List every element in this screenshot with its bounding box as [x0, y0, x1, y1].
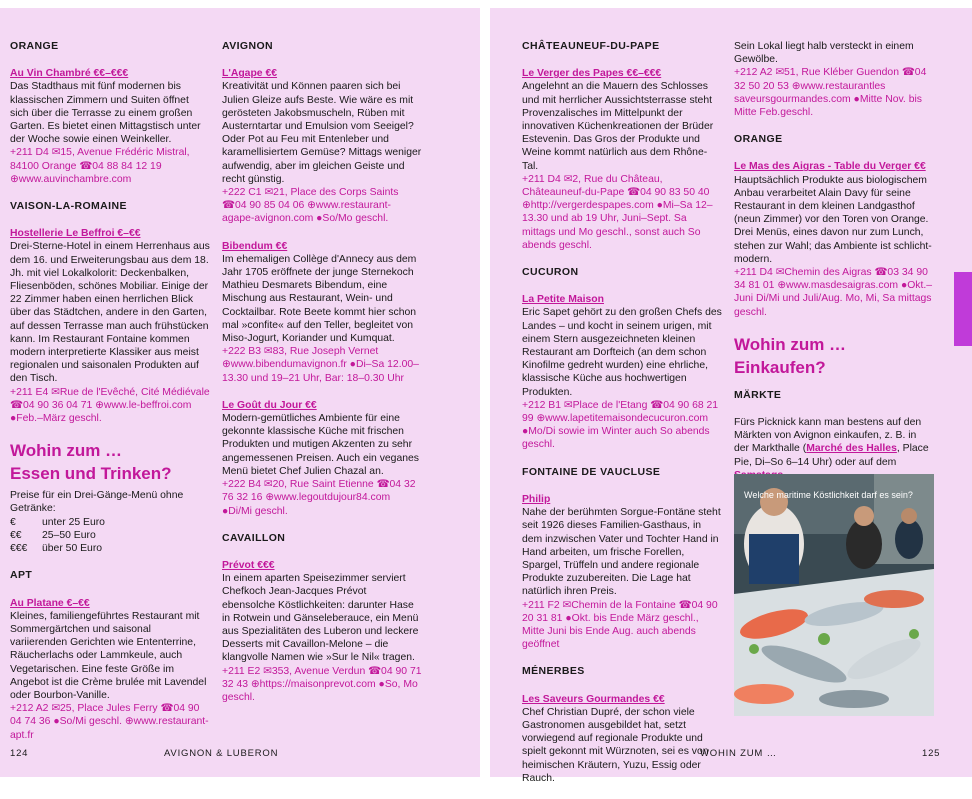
entry-au-vin-chambre: [10, 67, 210, 186]
entry-le-mas-des-aigras: [734, 160, 934, 318]
entry-philip: [522, 493, 722, 651]
section-heading-fontaine: FONTAINE DE VAUCLUSE: [522, 465, 661, 478]
entry-name[interactable]: Le Mas des Aigras - Table du Verger €€: [734, 161, 926, 173]
entry-hostellerie-le-beffroi: [10, 227, 210, 425]
entry-name[interactable]: Le Verger des Papes €€–€€€: [522, 68, 662, 80]
fish-market-photo: [734, 474, 934, 716]
entry-description: Kleines, familiengeführtes Restaurant mit Sommergärtchen und saisonal variierenden Gerichten wie Ententerrine, Räucherlachs oder Lammkeule, auch Vegetarischen. Eine feste Größe im Angebot ist die Crème brulée mit Lavendel oder Bourbon-Vanille.: [10, 610, 207, 701]
price-row: [10, 542, 210, 555]
entry-description: Chef Christian Dupré, der schon viele Gastronomen ausgebildet hat, setzt vorwiegend auf regionale Produkte und spielt gekonnt mit Würznoten, sei es von heimischen Kräutern, Yuzu, Essig oder Rauch.: [522, 706, 709, 784]
einkaufen-title-line2: Einkaufen?: [734, 357, 826, 377]
section-heading-vaison: VAISON-LA-ROMAINE: [10, 200, 127, 213]
footer-page-number-left: 124: [10, 748, 29, 759]
photo-caption: Welche maritime Köstlichkeit darf es sein?: [744, 490, 913, 500]
footer-chapter-title-right: WOHIN ZUM …: [700, 748, 777, 759]
section-heading-cavaillon: CAVAILLON: [222, 531, 286, 544]
marche-des-halles-link[interactable]: Marché des Halles: [806, 443, 897, 455]
price-row: [10, 529, 210, 542]
left-column-1: [10, 40, 210, 756]
maerkte-text: [734, 416, 934, 482]
fish-market-illustration: [734, 474, 934, 716]
entry-name[interactable]: Prévot €€€: [222, 559, 275, 571]
price-text: über 50 Euro: [42, 543, 103, 555]
price-intro: Preise für ein Drei-Gänge-Menü ohne Getränke:: [10, 490, 184, 515]
entry-la-petite-maison: [522, 293, 722, 451]
section-heading-maerkte: MÄRKTE: [734, 388, 782, 401]
entry-info: +211 D4 ✉2, Rue du Château, Châteauneuf-du-Pape ☎04 90 83 50 40 ⊕http://vergerdespapes.com ●Mi–Sa 12–13.30 und ab 19 Uhr, Juni–Sept. Sa mittags und Mo geschl., sonst auch So abends geschl.: [522, 173, 713, 251]
entry-info: +212 B1 ✉Place de l'Etang ☎04 90 68 21 99 ⊕www.lapetitemaisondecucuron.com ●Mo/Di sowie im Winter auch So abends geschl.: [522, 399, 719, 451]
price-row: [10, 516, 210, 529]
left-column-2: [222, 40, 422, 718]
entry-name[interactable]: Bibendum €€: [222, 240, 288, 252]
entry-name[interactable]: Au Vin Chambré €€–€€€: [10, 68, 129, 80]
entry-info: +222 B4 ✉20, Rue Saint Etienne ☎04 32 76 32 16 ⊕www.legoutdujour84.com ●Di/Mi geschl.: [222, 479, 416, 517]
entry-description: Drei-Sterne-Hotel in einem Herrenhaus aus dem 16. und Erweiterungsbau aus dem 18. Jh. mit viel Lokalkolorit: Deckenbalken, Fliesenböden, schönes Mobiliar. Einige der 22 Zimmer haben einen herrlichen Blick über das Städtchen, andere in den Garten, auf dessen Terrasse man auch frühstücken kann. Im Restaurant Fontaine kommen modern interpretierte Klassiker aus meist regionalen und saisonalen Produkten auf den Tisch.: [10, 241, 210, 385]
section-heading-chateauneuf: CHÂTEAUNEUF-DU-PAPE: [522, 40, 660, 52]
entry-name[interactable]: Les Saveurs Gourmandes €€: [522, 693, 665, 705]
entry-info: +212 A2 ✉25, Place Jules Ferry ☎04 90 04 74 36 ●So/Mi geschl. ⊕www.restaurant-apt.fr: [10, 703, 209, 741]
price-symbol: €€: [10, 529, 22, 541]
chapter-tab-marker: [954, 272, 972, 346]
price-text: 25–50 Euro: [42, 529, 96, 541]
essen-title-line2: Essen und Trinken?: [10, 464, 172, 484]
price-symbol: €: [10, 516, 16, 528]
section-heading-apt: APT: [10, 569, 33, 582]
right-column-1: [522, 40, 722, 799]
entry-description: Im ehemaligen Collège d'Annecy aus dem Jahr 1705 eröffnete der junge Sternekoch Mathieu Desmarets Bibendum, eine Mischung aus Restaurant, Wein- und Cocktailbar. Rote Beete kommt hier schon mal »confite« auf den Teller, begleitet von Miso-Jogurt, Koriander und Kumquat.: [222, 253, 417, 345]
maerkte-text-start: Fürs Picknick kann man bestens auf den Märkten von Avignon einkaufen, z. B. in der Markthalle (: [734, 417, 922, 455]
entry-info: +222 B3 ✉83, Rue Joseph Vernet ⊕www.bibendumavignon.fr ●Di–Sa 12.00–13.30 und 19–21 Uhr, Bar: 18–0.30 Uhr: [222, 346, 419, 384]
section-heading-menerbes: MÉNERBES: [522, 665, 585, 678]
entry-name[interactable]: Hostellerie Le Beffroi €–€€: [10, 228, 141, 240]
entry-name[interactable]: Au Platane €–€€: [10, 597, 90, 609]
entry-description-continued: Sein Lokal liegt halb versteckt in einem Gewölbe.: [734, 41, 914, 66]
einkaufen-title-line1: Wohin zum …: [734, 334, 847, 354]
entry-info: +211 D4 ✉Chemin des Aigras ☎03 34 90 34 81 01 ⊕www.masdesaigras.com ●Okt.–Juni Di/Mi und Juli/Aug. Mo, Mi, Sa mittags geschl.: [734, 267, 933, 318]
left-page: [0, 8, 480, 777]
entry-description: Das Stadthaus mit fünf modernen bis klassischen Zimmern und Suiten öffnet sich über die Terrasse zu einem großen Garten. Es bietet einen Mittagstisch unter der Woche sowie einen Weinkeller.: [10, 81, 201, 146]
section-heading-orange: ORANGE: [10, 40, 59, 52]
entry-description: In einem aparten Speisezimmer serviert Chefkoch Jean-Jacques Prévot ebensolche Köstlichkeiten: darunter Hase in Rotwein und Gänseleberauce, ein Menü aus Spezialitäten des Luberon und leckere Desserts mit Cavaillon-Melone – die klangvolle Namen wie »Sur le Nil« tragen.: [222, 573, 419, 664]
price-text: unter 25 Euro: [42, 516, 105, 528]
entry-description: Eric Sapet gehört zu den großen Chefs des Landes – und kocht in seinem urigen, mit einem Stern ausgezeichneten kleinen Restaurant am Dorfteich (an dem schon Kinofilme gedreht wurden) eine ehrliche, klassische Küche aus hochwertigen Produkten.: [522, 307, 722, 398]
entry-info: +211 E2 ✉353, Avenue Verdun ☎04 90 71 32 43 ⊕https://maisonprevot.com ●So, Mo geschl.: [222, 665, 422, 703]
entry-description: Modern-gemütliches Ambiente für eine gekonnte klassische Küche mit frischen Produkten und mutigen Akzenten zu sehr angemessenen Preisen. Auch ein veganes Menü bietet Chef Julien Chazal an.: [222, 413, 419, 477]
entry-le-gout-du-jour: [222, 399, 422, 518]
entry-name[interactable]: Philip: [522, 493, 551, 505]
footer-page-number-right: 125: [922, 748, 941, 759]
entry-le-verger-des-papes: [522, 67, 722, 252]
entry-info: +211 F2 ✉Chemin de la Fontaine ☎04 90 20 31 81 ●Okt. bis Ende März geschl., Mitte Juni bis Ende Aug. auch abends geöffnet: [522, 599, 718, 651]
entry-description: Kreativität und Können paaren sich bei Julien Gleize aufs Beste. Wie wäre es mit gerösteten Jakobsmuscheln, Rüben mit Austerntartar und Emulsion vom Seeigel? Oder Pot au Feu mit Entenleber und karamellisiertem Gemüse? Mittags weniger aufwendig, aber im gleichen Geiste und recht günstig.: [222, 81, 422, 185]
entry-info: +222 C1 ✉21, Place des Corps Saints ☎04 90 85 04 06 ⊕www.restaurant-agape-avignon.com ●So/Mo geschl.: [222, 187, 399, 225]
essen-section-title: [10, 439, 210, 485]
maerkte-text-middle: , Place Pie, Di–So 6–14 Uhr) oder auf dem: [734, 443, 929, 468]
entry-les-saveurs-gourmandes: [522, 693, 722, 785]
entry-name[interactable]: La Petite Maison: [522, 294, 604, 306]
right-column-2: [734, 40, 934, 482]
entry-info: +211 D4 ✉15, Avenue Frédéric Mistral, 84100 Orange ☎04 88 84 12 19 ⊕www.auvinchambre.com: [10, 147, 190, 185]
entry-bibendum: [222, 240, 422, 385]
essen-title-line1: Wohin zum …: [10, 441, 123, 461]
entry-lagape: [222, 67, 422, 225]
section-heading-avignon: AVIGNON: [222, 40, 274, 52]
entry-name[interactable]: Le Goût du Jour €€: [222, 399, 317, 411]
entry-info: +211 E4 ✉Rue de l'Evêché, Cité Médiévale ☎04 90 36 04 71 ⊕www.le-beffroi.com ●Feb.–März geschl.: [10, 386, 210, 425]
entry-name[interactable]: L'Agape €€: [222, 68, 278, 80]
footer-chapter-title-left: AVIGNON & LUBERON: [164, 748, 279, 759]
price-symbol: €€€: [10, 543, 28, 555]
section-heading-cucuron: CUCURON: [522, 266, 579, 279]
entry-prevot: [222, 559, 422, 704]
entry-description: Nahe der berühmten Sorgue-Fontäne steht seit 1926 dieses Familien-Gasthaus, in dem inzwischen Vater und Tochter Hand in Hand arbeiten, um frische Forellen, Spargel, Trüffeln und andere regionale Produkte zuzubereiten. Die Lage hat natürlich ihren Preis.: [522, 507, 721, 598]
section-heading-orange: ORANGE: [734, 133, 783, 146]
entry-au-platane: [10, 597, 210, 742]
entry-description: Hauptsächlich Produkte aus biologischem Anbau verarbeitet Alain Davy für seine Restaurant in dem kleinen Landgasthof (neun Zimmer) vor den Toren von Orange. Drei Menüs, eines davon nur zum Lunch, stehen zur Wahl; das Ambiente ist schlicht-modern.: [734, 174, 932, 265]
entry-description: Angelehnt an die Mauern des Schlosses und mit herrlicher Aussichtsterrasse steht Provenzalisches im Mittelpunkt der innovativen Küchenkreationen der Brüder Estevenin. Das Gros der Produkte und Weine kommt natürlich aus dem Rhône-Tal.: [522, 81, 714, 172]
right-page: [490, 8, 972, 784]
einkaufen-section-title: [734, 333, 934, 379]
entry-info-continued: +212 A2 ✉51, Rue Kléber Guendon ☎04 32 50 20 53 ⊕www.restaurantles saveursgourmandes.com ●Mitte Nov. bis Mitte Feb.geschl.: [734, 67, 927, 119]
